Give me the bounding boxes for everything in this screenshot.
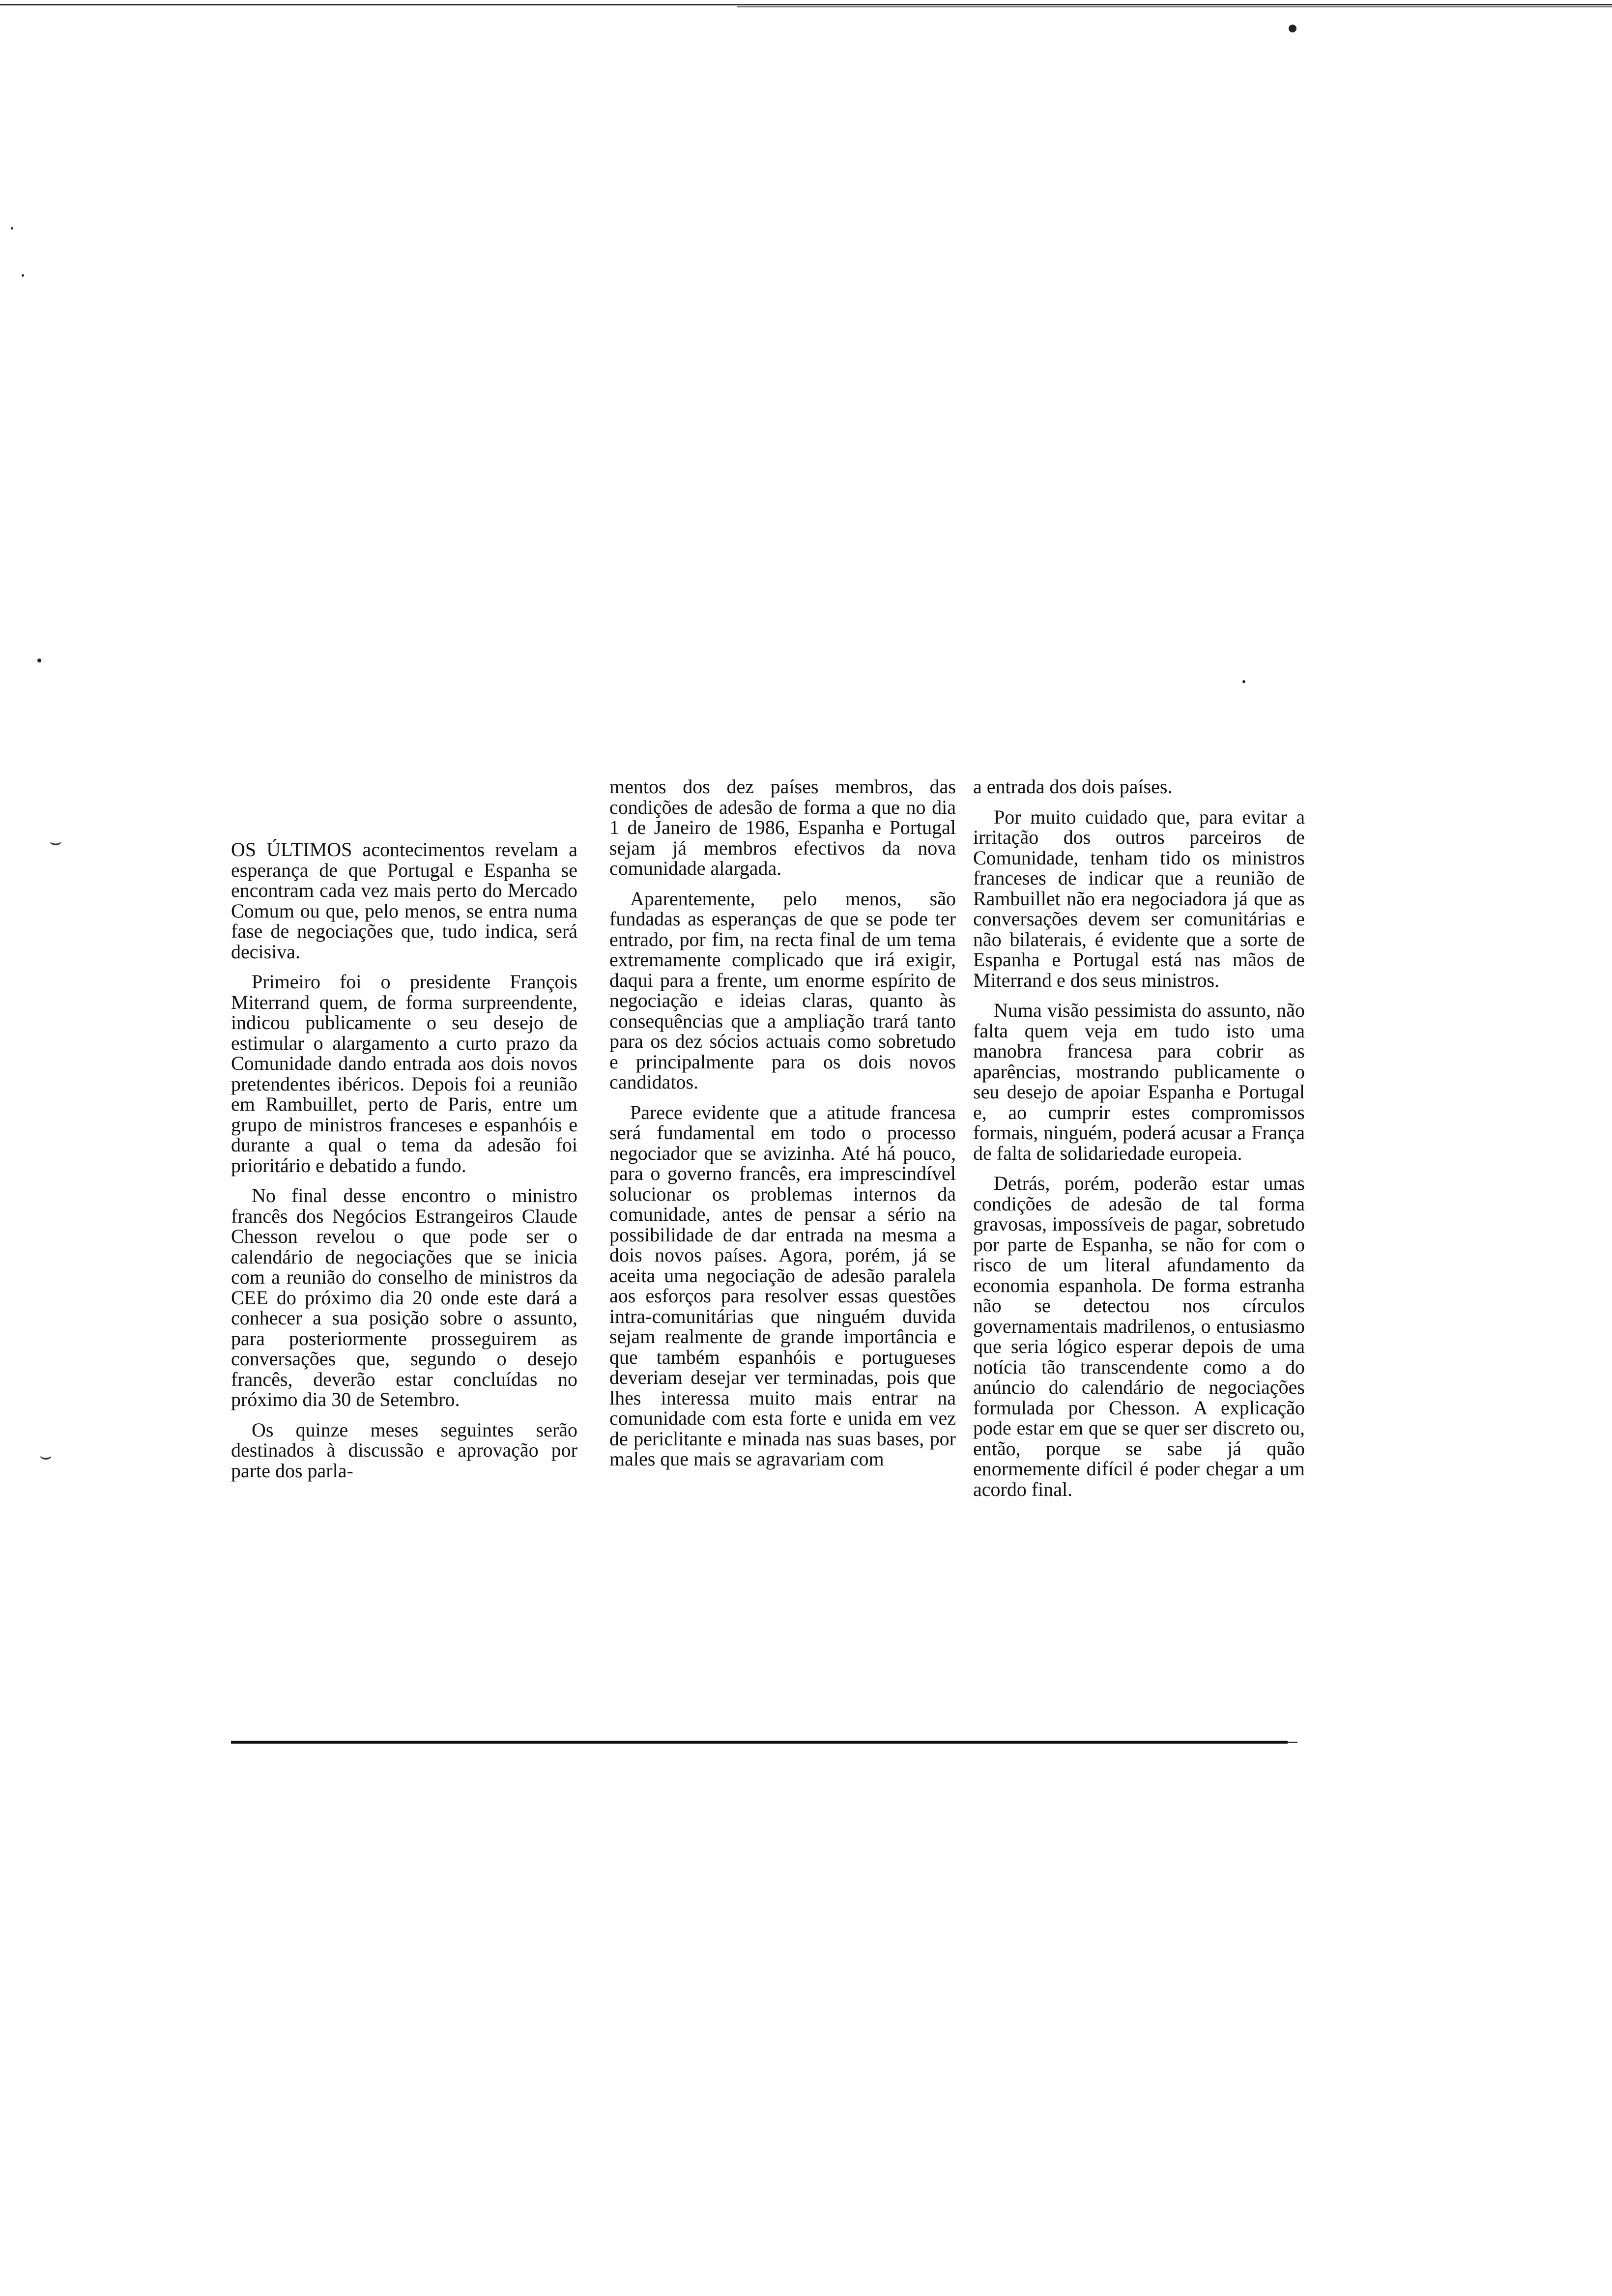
scan-speck [22,274,24,277]
article-paragraph: No final desse encontro o ministro francês dos Negócios Estrangeiros Claude Chesson revelou o que pode ser o calendário de negociações que se inicia com a reunião do conselho de ministros da CEE do próximo dia 20 onde este dará a conhecer a sua posição sobre o assunto, para posteriormente prosseguirem as conversações que, segundo o desejo francês, deverão estar concluídas no próximo dia 30 de Setembro. [231,1184,577,1410]
paragraph-text: acontecimentos revelam a esperança de que Portugal e Espanha se encontram cada vez mais perto do Mercado Comum ou que, pelo menos, se entra numa fase de negociações que, tudo indica, será decisiva. [231,838,578,963]
scan-speck [1242,680,1245,683]
article-column-2 [609,776,956,1740]
article-paragraph: a entrada dos dois países. [973,775,1173,798]
article-paragraph: mentos dos dez países membros, das condições de adesão de forma a que no dia 1 de Janeiro de 1986, Espanha e Portugal sejam já membros efectivos da nova comunidade alargada. [609,775,956,879]
article-paragraph: Parece evidente que a atitude francesa será fundamental em todo o processo negociador que se avizinha. Até há pouco, para o governo francês, era imprescindível solucionar os problemas internos da comunidade, antes de pensar a sério na possibilidade de dar entrada na mesma a dois novos países. Agora, porém, já se aceita uma negociação de adesão paralela aos esforços para resolver essas questões intra-comunitárias que ninguém duvida sejam realmente de grande importância e que também espanhóis e portugueses deveriam desejar ver terminadas, pois que lhes interessa muito mais entrar na comunidade com esta forte e unida em vez de periclitante e minada nas suas bases, por males que mais se agravariam com [609,1101,956,1470]
article-paragraph: Por muito cuidado que, para evitar a irritação dos outros parceiros de Comunidade, tenham tido os ministros franceses de indicar que a reunião de Rambuillet não era negociadora já que as conversações devem ser comunitárias e não bilaterais, é evidente que a sorte de Espanha e Portugal está nas mãos de Miterrand e dos seus ministros. [973,805,1305,991]
top-border-line [0,4,1612,5]
scan-speck [11,227,13,230]
top-border-line-secondary [737,6,1612,7]
article-paragraph: Detrás, porém, poderão estar umas condições de adesão de tal forma gravosas, impossíveis de pagar, sobretudo por parte de Espanha, se não for com o risco de um literal afundamento da economia espanhola. De forma estranha não se detectou nos círculos governamentais madrilenos, o entusiasmo que seria lógico esperar depois de uma notícia tão transcendente como a do anúncio do calendário de negociações formulada por Chesson. A explicação pode estar em que se quer ser discreto ou, então, porque se sabe já quão enormemente difícil é poder chegar a um acordo final. [973,1172,1305,1500]
article-column-3 [973,776,1305,1740]
lead-in-caps: OS ÚLTIMOS [231,838,352,861]
margin-tick-mark: ⌣ [39,1445,53,1467]
article-paragraph: Os quinze meses seguintes serão destinados à discussão e aprovação por parte dos parla- [231,1418,577,1482]
article-bottom-rule [231,1741,1288,1744]
article [231,776,1305,1737]
margin-tick-mark: ⌣ [49,831,62,853]
article-bottom-rule-tail [1288,1742,1297,1743]
article-column-1 [231,839,577,1803]
article-paragraph: Numa visão pessimista do assunto, não falta quem veja em tudo isto uma manobra francesa para cobrir as aparências, mostrando publicamente o seu desejo de apoiar Espanha e Portugal e, ao cumprir estes compromissos formais, ninguém, poderá acusar a França de falta de solidariedade europeia. [973,999,1305,1164]
scan-speck [37,659,41,662]
scan-speck [1289,25,1296,32]
article-paragraph: Primeiro foi o presidente François Miterrand quem, de forma surpreendente, indicou publicamente o seu desejo de estimular o alargamento a curto prazo da Comunidade dando entrada aos dois novos pretendentes ibéricos. Depois foi a reunião em Rambuillet, perto de Paris, entre um grupo de ministros franceses e espanhóis e durante a qual o tema da adesão foi prioritário e debatido a fundo. [231,971,577,1177]
article-paragraph: Aparentemente, pelo menos, são fundadas as esperanças de que se pode ter entrado, por fim, na recta final de um tema extremamente complicado que irá exigir, daqui para a frente, um enorme espírito de negociação e ideias claras, quanto às consequências que a ampliação trará tanto para os dez sócios actuais como sobretudo e principalmente para os dois novos candidatos. [609,887,956,1093]
article-paragraph [231,839,577,962]
